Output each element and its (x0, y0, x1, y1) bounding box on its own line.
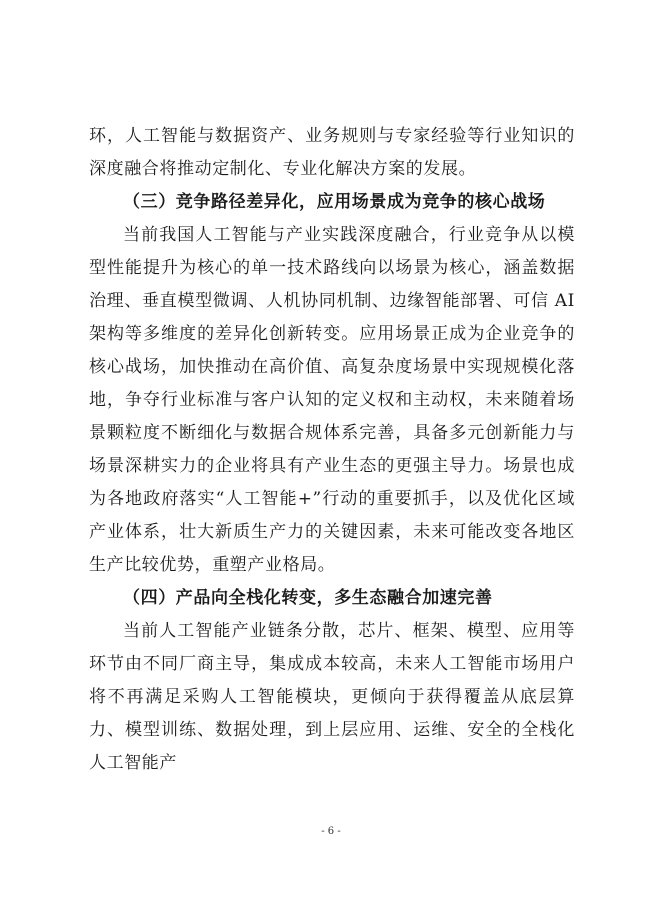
section-heading-4: （四）产品向全栈化转变，多生态融合加速完善 (123, 588, 493, 608)
paragraph-competition: 当前我国人工智能与产业实践深度融合，行业竞争从以模型性能提升为核心的单一技术路线向以场景为核心，涵盖数据治理、垂直模型微调、人机协同机制、边缘智能部署、可信 AI 架构等多维度的差异化创新转变。应用场景正成为企业竞争的核心战场，加快推动在高价值、高复杂度场景中实现规模化落地，争夺行业标准与客户认知的定义权和主动权，未来随着场景颗粒度不断细化与数据合规体系完善，具备多元创新能力与场景深耕实力的企业将具有产业生态的更强主导力。场景也成为各地政府落实“人工智能+”行动的重要抓手，以及优化区域产业体系，壮大新质生产力的关键因素，未来可能改变各地区生产比较优势，重塑产业格局。 (89, 225, 575, 575)
paragraph-continuation: 环，人工智能与数据资产、业务规则与专家经验等行业知识的深度融合将推动定制化、专业化解决方案的发展。 (89, 126, 575, 179)
page-number: - 6 - (321, 826, 341, 837)
page-body (89, 120, 575, 780)
section-heading-3: （三）竞争路径差异化，应用场景成为竞争的核心战场 (123, 192, 546, 212)
paragraph-full-stack: 当前人工智能产业链条分散，芯片、框架、模型、应用等环节由不同厂商主导，集成成本较高，未来人工智能市场用户将不再满足采购人工智能模块，更倾向于获得覆盖从底层算力、模型训练、数据处理，到上层应用、运维、安全的全栈化人工智能产 (89, 621, 575, 773)
